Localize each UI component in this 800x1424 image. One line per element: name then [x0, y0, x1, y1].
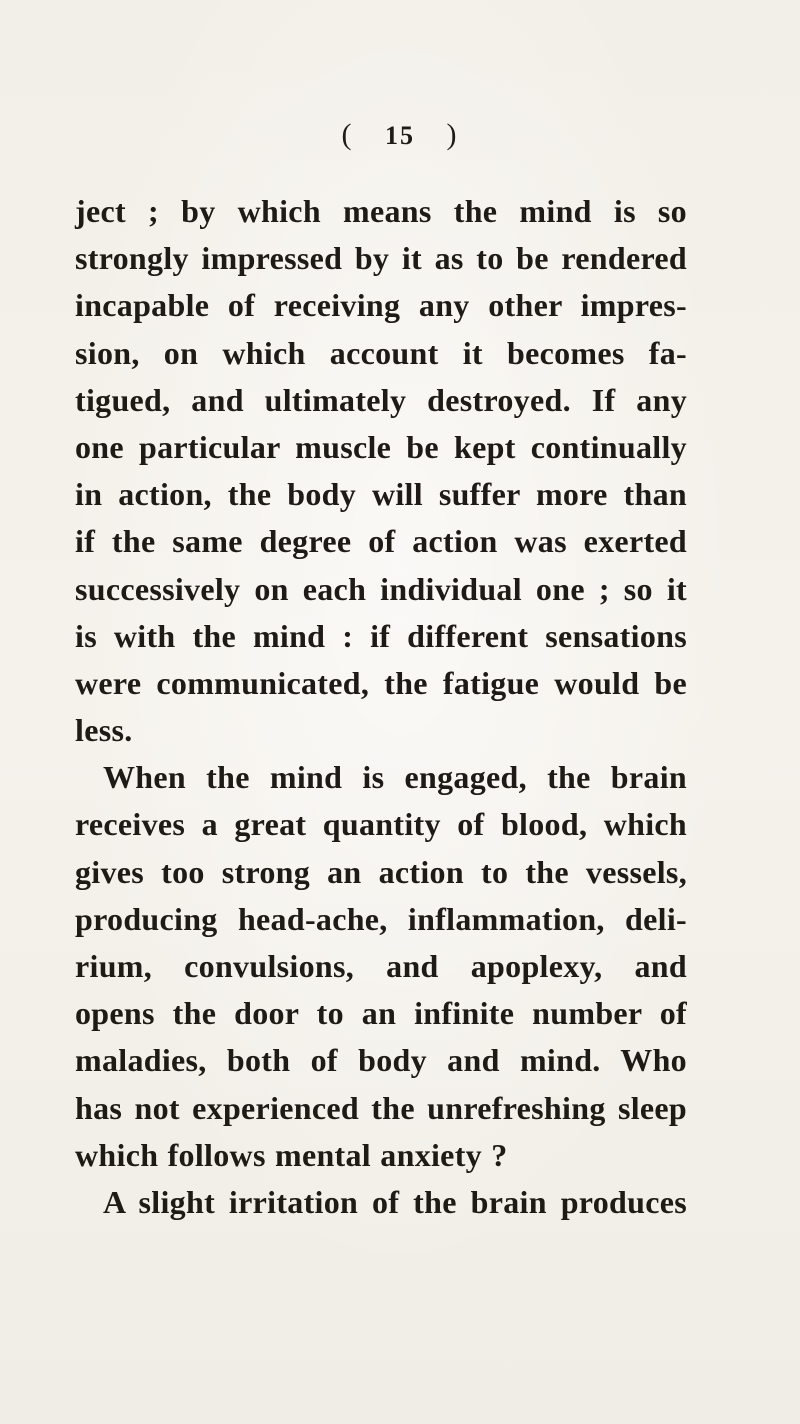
text-line: strongly impressed by it as to be rendered [75, 240, 687, 277]
text-line: rium, convulsions, and apoplexy, and [75, 948, 687, 984]
close-parenthesis: ) [446, 118, 459, 151]
text-line: opens the door to an infinite number of [75, 995, 687, 1032]
text-line: successively on each individual one ; so it [75, 570, 687, 607]
text-line: were communicated, the fatigue would be [75, 664, 687, 701]
text-line: sion, on which account it becomes fa- [75, 334, 687, 371]
paragraph-end-line: less. [75, 712, 133, 749]
text-line: ject ; by which means the mind is so [75, 193, 687, 229]
open-parenthesis: ( [341, 118, 354, 151]
text-line: if the same degree of action was exerted [75, 523, 687, 560]
text-line: gives too strong an action to the vessels, [75, 853, 687, 890]
text-line: producing head-ache, inflammation, deli- [75, 900, 687, 937]
text-line: has not experienced the unrefreshing sleep [75, 1089, 687, 1126]
text-line: maladies, both of body and mind. Who [75, 1042, 687, 1079]
text-line: receives a great quantity of blood, which [75, 806, 687, 843]
page-number: 15 [385, 121, 415, 150]
paragraph-start-line: When the mind is engaged, the brain [103, 759, 687, 796]
body-text [75, 188, 687, 1226]
text-line: one particular muscle be kept continually [75, 428, 687, 465]
running-head [0, 120, 800, 150]
text-line: incapable of receiving any other impres- [75, 287, 687, 324]
paragraph-end-line: which follows mental anxiety ? [75, 1136, 508, 1173]
text-line: in action, the body will suffer more than [75, 476, 687, 513]
text-line: tigued, and ultimately destroyed. If any [75, 381, 687, 418]
text-line: is with the mind : if different sensations [75, 617, 687, 654]
paragraph-start-line: A slight irritation of the brain produces [103, 1183, 687, 1220]
